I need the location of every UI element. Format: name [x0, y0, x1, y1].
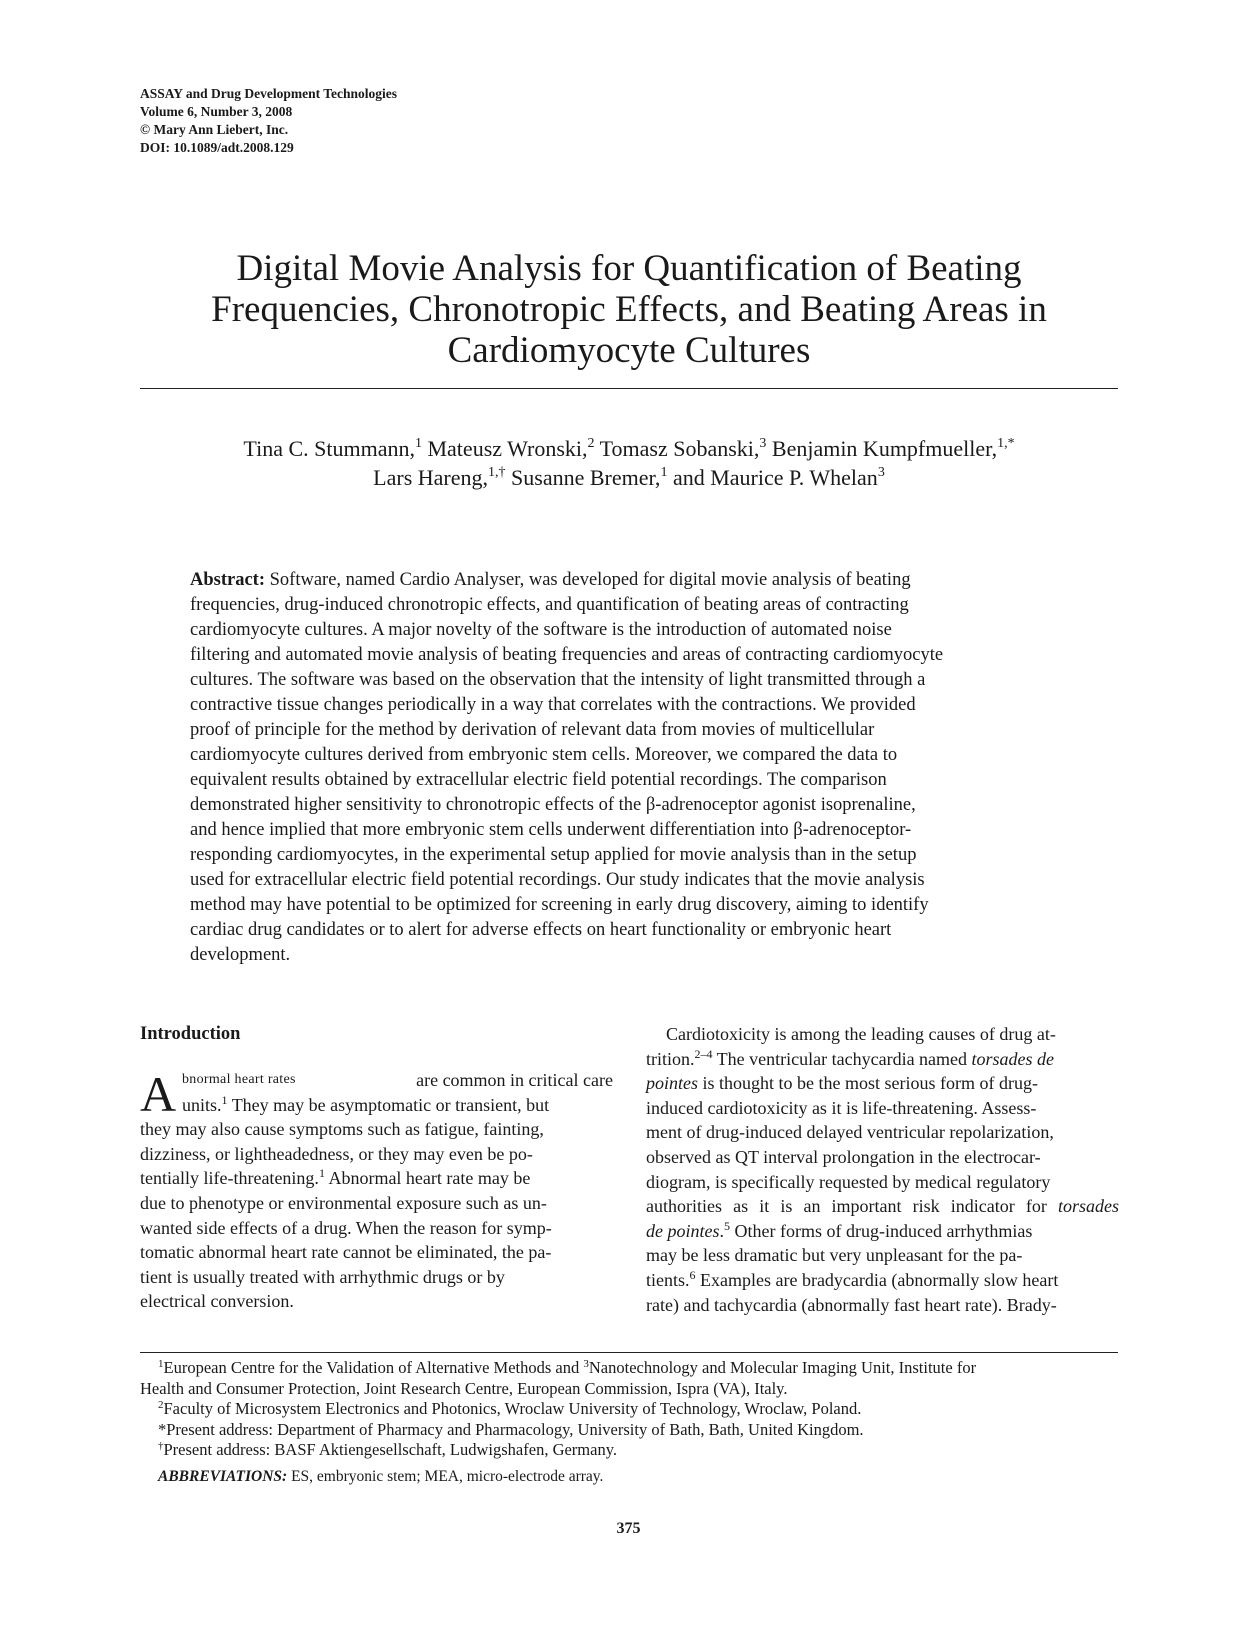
text-run: are common in critical care: [411, 1070, 613, 1090]
author-affiliation: 1,*: [997, 436, 1015, 451]
text-line: [646, 1022, 1119, 1047]
text-run: tomatic abnormal heart rate cannot be eliminated, the pa-: [140, 1242, 552, 1263]
text-run: Abnormal heart rate may be: [324, 1168, 531, 1189]
text-line: [140, 1191, 613, 1216]
text-run: they may also cause symptoms such as fatigue, fainting,: [140, 1119, 544, 1140]
text-run: .: [719, 1220, 724, 1241]
abbreviations-text: ES, embryonic stem; MEA, micro-electrode array.: [287, 1467, 604, 1485]
right-column: [646, 1022, 1119, 1317]
text-run: Examples are bradycardia (abnormally slow heart: [695, 1269, 1059, 1290]
abstract-label: Abstract:: [190, 570, 266, 590]
footnotes: [140, 1358, 1118, 1487]
journal-doi: DOI: 10.1089/adt.2008.129: [140, 140, 294, 155]
abstract: [190, 568, 1070, 968]
text-run: [158, 1358, 976, 1379]
text-line: [140, 1142, 613, 1167]
text-run: units.: [182, 1094, 222, 1115]
footnote-marker: 2: [158, 1399, 164, 1411]
text-run: dizziness, or lightheadedness, or they may even be po-: [140, 1143, 533, 1164]
author-list: [140, 434, 1118, 492]
author-name: Tina C. Stummann,: [243, 436, 415, 461]
footnote-divider: [140, 1352, 1118, 1353]
abstract-line: and hence implied that more embryonic stem cells underwent differentiation into β-adrenoceptor-: [190, 820, 912, 840]
citation: 5: [724, 1218, 730, 1233]
text-run: Faculty of Microsystem Electronics and Photonics, Wroclaw University of Technology, Wroclaw, Poland.: [163, 1399, 862, 1418]
abstract-line: cardiomyocyte cultures. A major novelty of the software is the introduction of automated noise: [190, 620, 892, 640]
author-affiliation: 1: [414, 436, 422, 451]
author-affiliation: 3: [877, 465, 885, 480]
text-run: trition.: [646, 1048, 695, 1069]
text-run: Present address: BASF Aktiengesellschaft, Ludwigshafen, Germany.: [163, 1440, 618, 1459]
footnote-marker: 3: [583, 1358, 589, 1370]
abstract-line: cardiomyocyte cultures derived from embryonic stem cells. Moreover, we compared the data to: [190, 745, 898, 765]
abstract-line: used for extracellular electric field potential recordings. Our study indicates that the movie analysis: [190, 870, 925, 890]
text-line: [646, 1219, 1119, 1244]
abstract-line: demonstrated higher sensitivity to chronotropic effects of the β-adrenoceptor agonist isoprenaline,: [190, 795, 916, 815]
title-line: Frequencies, Chronotropic Effects, and Beating Areas in: [211, 289, 1047, 330]
abstract-line: filtering and automated movie analysis of beating frequencies and areas of contracting cardiomyocyte: [190, 645, 944, 665]
text-line: [646, 1047, 1119, 1072]
text-line: [140, 1240, 613, 1265]
author-affiliation: 2: [587, 436, 595, 451]
author-affiliation: 1,†: [488, 465, 506, 480]
text-line: [140, 1093, 613, 1118]
citation: 1: [318, 1166, 325, 1181]
text-run: European Centre for the Validation of Alternative Methods and: [163, 1358, 584, 1377]
text-run: [182, 1093, 549, 1118]
text-run: induced cardiotoxicity as it is life-threatening. Assess-: [646, 1097, 1037, 1118]
journal-copyright: © Mary Ann Liebert, Inc.: [140, 122, 289, 137]
text-line: [140, 1289, 613, 1314]
abstract-line: frequencies, drug-induced chronotropic effects, and quantification of beating areas of contracting: [190, 595, 909, 615]
text-run: They may be asymptomatic or transient, but: [227, 1094, 550, 1115]
abstract-line: contractive tissue changes periodically in a way that correlates with the contractions. We provided: [190, 695, 916, 715]
intro-paragraph: [140, 1068, 613, 1314]
text-run: tients.: [646, 1269, 690, 1290]
footnote: [140, 1440, 1118, 1461]
text-line: [646, 1071, 1119, 1096]
journal-name: ASSAY and Drug Development Technologies: [140, 86, 398, 101]
drop-cap: A: [140, 1066, 177, 1122]
footnote: *Present address: Department of Pharmacy and Pharmacology, University of Bath, Bath, United Kingdom.: [158, 1419, 864, 1439]
abstract-line: cardiac drug candidates or to alert for adverse effects on heart functionality or embryonic heart: [190, 920, 892, 940]
italic-text: torsades de: [971, 1048, 1055, 1069]
abstract-text: Software, named Cardio Analyser, was developed for digital movie analysis of beating: [265, 570, 911, 590]
author-line: [140, 463, 1118, 492]
text-run: [646, 1047, 1054, 1072]
text-run: Nanotechnology and Molecular Imaging Unit, Institute for: [588, 1358, 977, 1377]
abbreviations-label: ABBREVIATIONS:: [158, 1467, 288, 1485]
abbreviations: [140, 1467, 1118, 1488]
text-run: [646, 1071, 1038, 1096]
author-name: and Maurice P. Whelan: [667, 465, 878, 490]
author-name: Mateusz Wronski,: [421, 436, 588, 461]
text-line: [646, 1096, 1119, 1121]
citation: 1: [221, 1092, 228, 1107]
text-run: tentially life-threatening.: [140, 1168, 319, 1189]
author-affiliation: 1: [660, 465, 668, 480]
article-title: [140, 248, 1118, 371]
text-line: [140, 1166, 613, 1191]
abstract-line: development.: [190, 945, 291, 965]
author-name: Benjamin Kumpfmueller,: [766, 436, 998, 461]
abstract-line: responding cardiomyocytes, in the experimental setup applied for movie analysis than in the setup: [190, 845, 917, 865]
text-run: observed as QT interval prolongation in the electrocar-: [646, 1146, 1041, 1167]
text-line: [646, 1170, 1119, 1195]
title-line: Digital Movie Analysis for Quantification of Beating: [236, 248, 1022, 289]
title-line: Cardiomyocyte Cultures: [447, 330, 811, 371]
author-name: Lars Hareng,: [373, 465, 489, 490]
footnote-marker: †: [158, 1440, 164, 1452]
abstract-line: proof of principle for the method by derivation of relevant data from movies of multicellular: [190, 720, 875, 740]
italic-text: torsades: [1057, 1196, 1119, 1217]
text-run: diogram, is specifically requested by medical regulatory: [646, 1171, 1051, 1192]
text-run: rate) and tachycardia (abnormally fast heart rate). Brady-: [646, 1294, 1057, 1315]
footnote: [140, 1358, 1118, 1379]
text-line: [140, 1265, 613, 1290]
text-run: The ventricular tachycardia named: [712, 1048, 972, 1069]
abstract-line: method may have potential to be optimized for screening in early drug discovery, aiming to identify: [190, 895, 929, 915]
author-affiliation: 3: [759, 436, 767, 451]
abstract-line: equivalent results obtained by extracellular electric field potential recordings. The comparison: [190, 770, 887, 790]
smallcaps-text: bnormal heart rates: [182, 1072, 296, 1087]
text-line: [646, 1293, 1119, 1318]
journal-volume: Volume 6, Number 3, 2008: [140, 104, 293, 119]
text-run: electrical conversion.: [140, 1291, 294, 1312]
author-line: [140, 434, 1118, 463]
text-run: ment of drug-induced delayed ventricular repolarization,: [646, 1122, 1054, 1143]
footnote-marker: 1: [158, 1358, 164, 1370]
text-run: Other forms of drug-induced arrhythmias: [730, 1220, 1033, 1241]
author-name: Susanne Bremer,: [505, 465, 661, 490]
text-run: may be less dramatic but very unpleasant for the pa-: [646, 1245, 1023, 1266]
text-run: due to phenotype or environmental exposure such as un-: [140, 1192, 547, 1213]
text-line: [646, 1243, 1119, 1268]
text-run: [140, 1166, 530, 1191]
footnote: [140, 1399, 1118, 1420]
text-run: wanted side effects of a drug. When the reason for symp-: [140, 1217, 552, 1238]
text-line: [646, 1268, 1119, 1293]
title-divider: [140, 388, 1118, 389]
text-run: [646, 1194, 1119, 1219]
text-run: tient is usually treated with arrhythmic drugs or by: [140, 1266, 505, 1287]
section-heading-introduction: Introduction: [140, 1024, 241, 1044]
footnote: Health and Consumer Protection, Joint Research Centre, European Commission, Ispra (VA), Italy.: [140, 1378, 788, 1398]
text-line: [646, 1145, 1119, 1170]
citation: 6: [689, 1267, 696, 1282]
text-line: [646, 1194, 1119, 1219]
text-run: is thought to be the most serious form of drug-: [698, 1073, 1038, 1094]
abstract-line: cultures. The software was based on the observation that the intensity of light transmitted through a: [190, 670, 926, 690]
left-column: [140, 1022, 613, 1314]
text-line: [140, 1216, 613, 1241]
citation: 2–4: [694, 1046, 713, 1061]
italic-text: pointes: [646, 1073, 698, 1094]
text-line: [646, 1120, 1119, 1145]
italic-text: de pointes: [646, 1220, 720, 1241]
text-run: [646, 1268, 1058, 1293]
abstract-line: [190, 568, 1070, 593]
text-run: authorities as it is an important risk indicator for: [646, 1196, 1058, 1217]
journal-header: [140, 85, 397, 157]
text-line: [140, 1068, 613, 1093]
text-run: [646, 1219, 1032, 1244]
author-name: Tomasz Sobanski,: [594, 436, 760, 461]
text-line: [140, 1117, 613, 1142]
page-number: 375: [616, 1520, 641, 1537]
text-run: Cardiotoxicity is among the leading causes of drug at-: [666, 1024, 1056, 1044]
